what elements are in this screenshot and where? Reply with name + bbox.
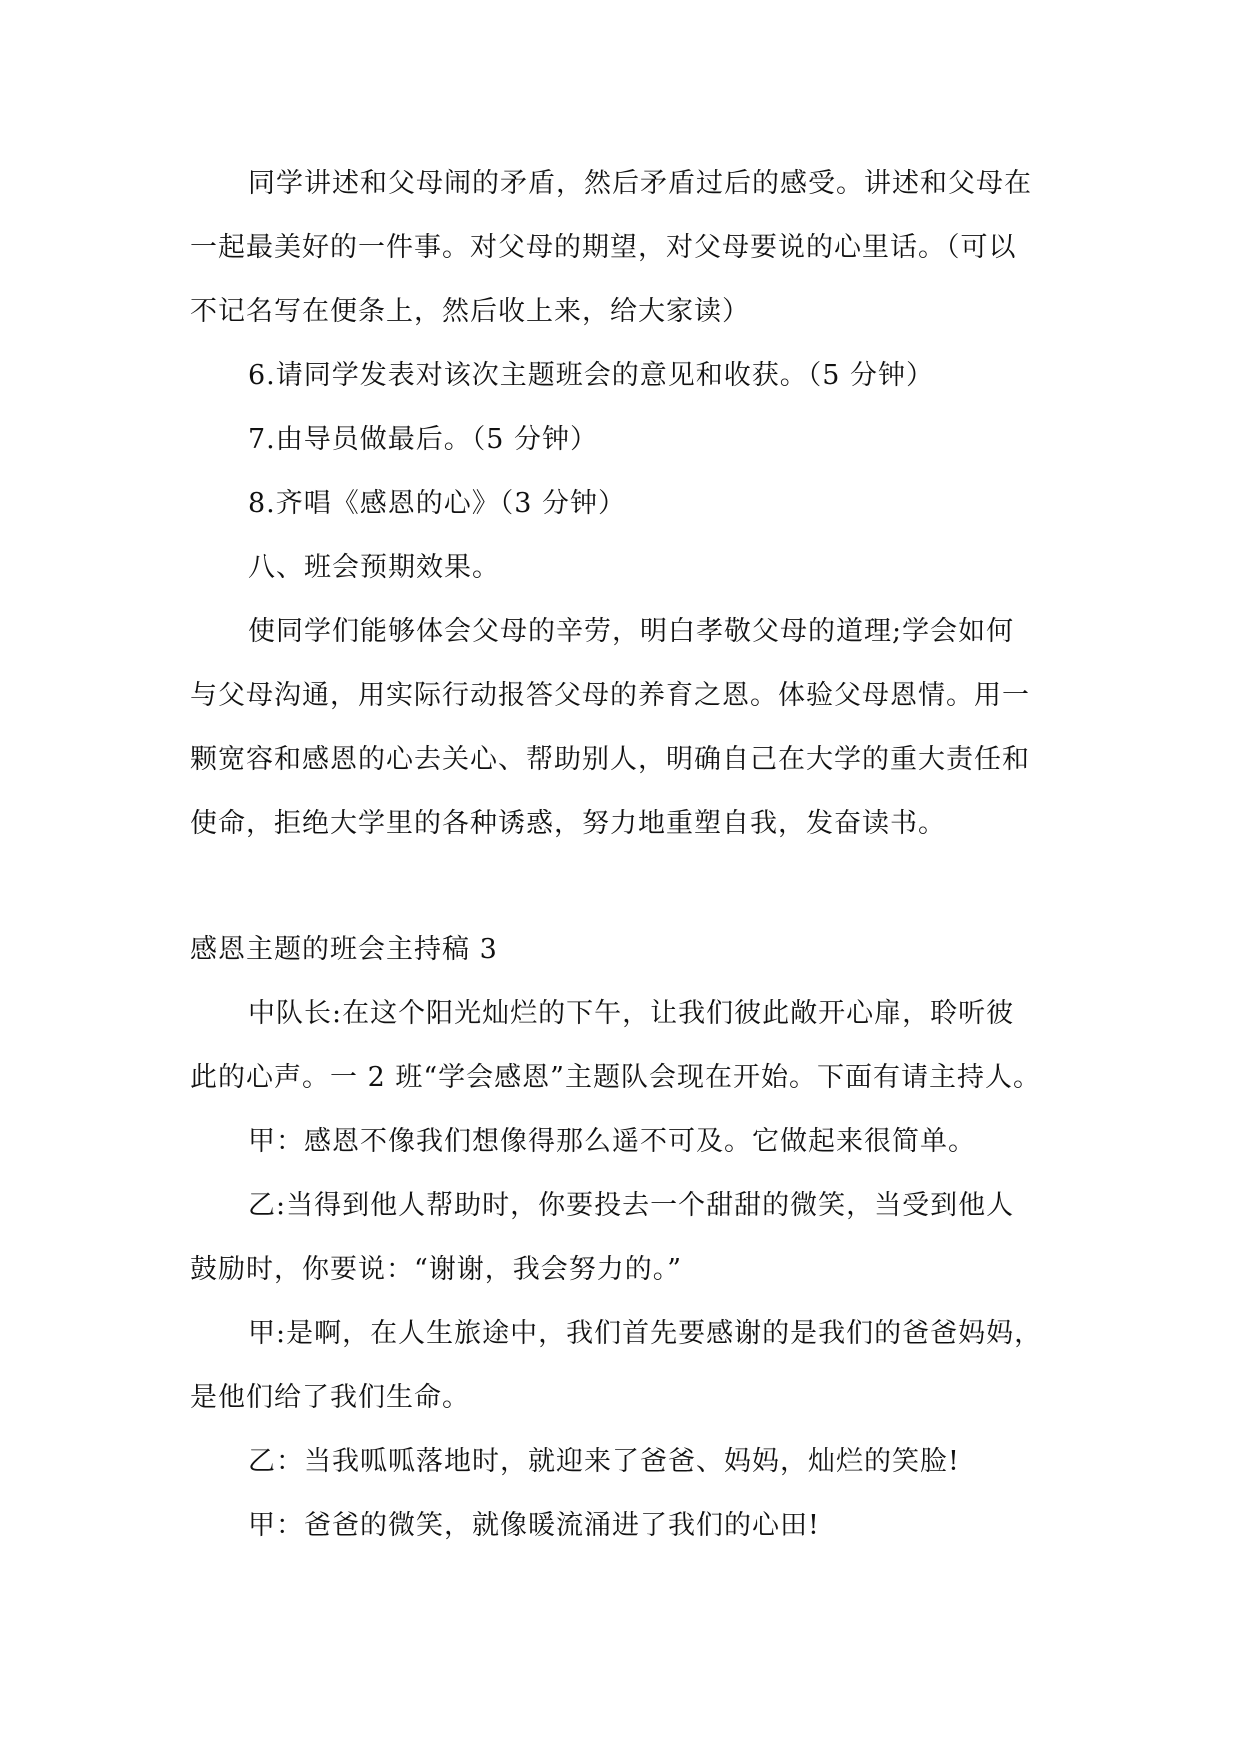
paragraph-line: 是他们给了我们生命。 — [190, 1382, 470, 1413]
paragraph-line: 鼓励时，你要说：“谢谢，我会努力的。” — [190, 1254, 683, 1285]
section-heading: 八、班会预期效果。 — [248, 552, 500, 583]
paragraph-line: 乙：当我呱呱落地时，就迎来了爸爸、妈妈，灿烂的笑脸! — [248, 1446, 960, 1477]
list-item: 8.齐唱《感恩的心》（3 分钟） — [248, 488, 627, 519]
paragraph-line: 一起最美好的一件事。对父母的期望，对父母要说的心里话。（可以 — [190, 232, 1017, 263]
paragraph-line: 甲：爸爸的微笑，就像暖流涌进了我们的心田! — [248, 1510, 820, 1541]
paragraph-line: 颗宽容和感恩的心去关心、帮助别人，明确自己在大学的重大责任和 — [190, 744, 1030, 775]
paragraph-line: 甲：感恩不像我们想像得那么遥不可及。它做起来很简单。 — [248, 1126, 976, 1157]
paragraph-line: 中队长:在这个阳光灿烂的下午，让我们彼此敞开心扉，聆听彼 — [248, 998, 1015, 1029]
list-item: 6.请同学发表对该次主题班会的意见和收获。（5 分钟） — [248, 360, 935, 391]
paragraph-line: 此的心声。一 2 班“学会感恩”主题队会现在开始。下面有请主持人。 — [190, 1062, 1041, 1093]
paragraph-line: 同学讲述和父母闹的矛盾，然后矛盾过后的感受。讲述和父母在 — [248, 168, 1032, 199]
paragraph-line: 甲:是啊，在人生旅途中，我们首先要感谢的是我们的爸爸妈妈， — [248, 1318, 1043, 1349]
paragraph-line: 乙:当得到他人帮助时，你要投去一个甜甜的微笑，当受到他人 — [248, 1190, 1015, 1221]
section-title: 感恩主题的班会主持稿 3 — [190, 934, 498, 965]
list-item: 7.由导员做最后。（5 分钟） — [248, 424, 599, 455]
paragraph-line: 与父母沟通，用实际行动报答父母的养育之恩。体验父母恩情。用一 — [190, 680, 1030, 711]
paragraph-line: 使命，拒绝大学里的各种诱惑，努力地重塑自我，发奋读书。 — [190, 808, 946, 839]
paragraph-line: 使同学们能够体会父母的辛劳，明白孝敬父母的道理;学会如何 — [248, 616, 1015, 647]
paragraph-line: 不记名写在便条上，然后收上来，给大家读） — [190, 296, 750, 327]
